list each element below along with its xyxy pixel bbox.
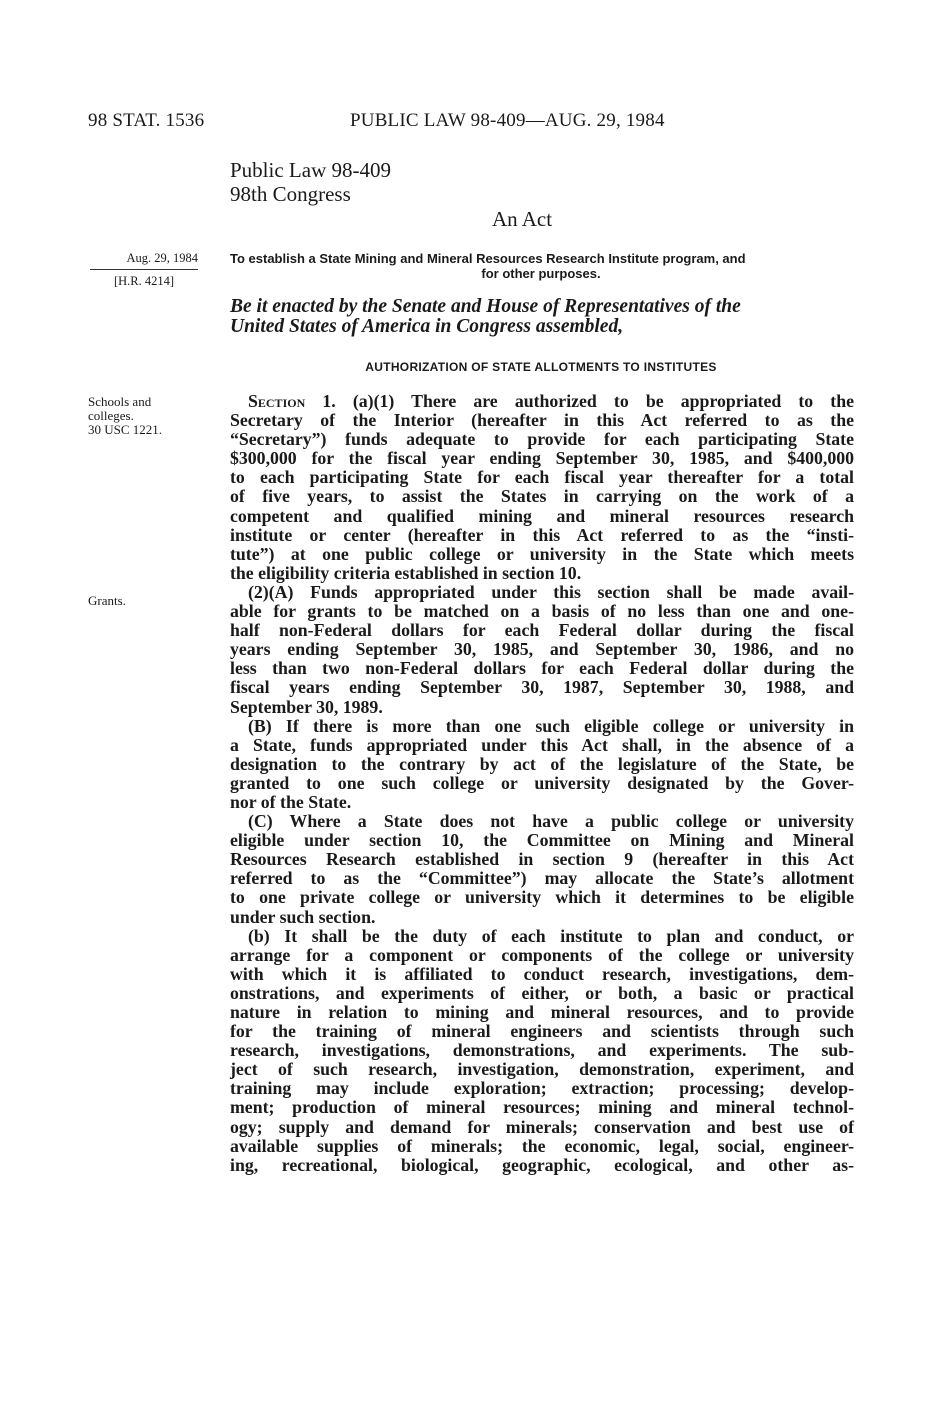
- text-line: years ending September 30, 1985, and September 30, 1986, and no: [230, 639, 854, 660]
- text-line: the eligibility criteria established in section 10.: [230, 562, 582, 583]
- text-line: fiscal years ending September 30, 1987, September 30, 1988, and: [230, 677, 854, 698]
- text-line: for the training of mineral engineers and scientists through such: [230, 1021, 854, 1042]
- bill-number: [H.R. 4214]: [113, 274, 175, 288]
- stat-citation: 98 STAT. 1536: [88, 110, 205, 131]
- text-line: available supplies of minerals; the economic, legal, social, engineer-: [230, 1135, 854, 1156]
- text-line: training may include exploration; extraction; processing; develop-: [230, 1078, 854, 1099]
- text-line: (2)(A) Funds appropriated under this section shall be made avail-: [248, 581, 854, 602]
- text-line: tute”) at one public college or university in the State which meets: [230, 543, 854, 564]
- text-line: half non-Federal dollars for each Federal dollar during the fiscal: [230, 620, 854, 641]
- text-line: arrange for a component or components of the college or university: [230, 944, 854, 965]
- text-line: eligible under section 10, the Committee on Mining and Mineral: [230, 830, 854, 851]
- text-line: of five years, to assist the States in carrying on the work of a: [230, 486, 854, 507]
- margin-note-schools: [88, 395, 198, 437]
- text-line: (b) It shall be the duty of each institute to plan and conduct, or: [248, 925, 854, 946]
- text-line: ing, recreational, biological, geographic, ecological, and other as-: [230, 1154, 854, 1175]
- margin-note-line: Schools and: [88, 394, 152, 409]
- text-line: onstrations, and experiments of either, or both, a basic or practical: [230, 982, 854, 1003]
- text-line: to one private college or university which it determines to be eligible: [230, 887, 854, 908]
- law-identification: [230, 158, 391, 206]
- text-line: (B) If there is more than one such eligible college or university in: [248, 715, 854, 736]
- act-purpose: [230, 251, 852, 281]
- enacting-line: United States of America in Congress assembled,: [230, 316, 624, 337]
- purpose-line: To establish a State Mining and Mineral Resources Research Institute program, and: [230, 251, 746, 266]
- text-line: ogy; supply and demand for minerals; conservation and best use of: [230, 1116, 854, 1137]
- text-line: September 30, 1989.: [230, 696, 383, 717]
- margin-note-line: colleges.: [88, 408, 134, 423]
- text-line: Secretary of the Interior (hereafter in this Act referred to as the: [230, 410, 854, 431]
- enactment-date: Aug. 29, 1984: [90, 250, 198, 270]
- text-line: referred to as the “Committee”) may allocate the State’s allotment: [230, 868, 854, 889]
- margin-note-grants: Grants.: [88, 593, 126, 608]
- margin-date-block: [90, 250, 198, 290]
- text-line: ment; production of mineral resources; mining and mineral technol-: [230, 1097, 854, 1118]
- purpose-line: for other purposes.: [481, 266, 601, 281]
- section-heading: AUTHORIZATION OF STATE ALLOTMENTS TO INSTITUTES: [365, 360, 717, 374]
- margin-note-line: 30 USC 1221.: [88, 422, 163, 437]
- text-line: with which it is affiliated to conduct research, investigations, dem-: [230, 963, 854, 984]
- text-line: institute or center (hereafter in this Act referred to as the “insti-: [230, 524, 854, 545]
- enacting-line: Be it enacted by the Senate and House of Representatives of the: [230, 296, 741, 317]
- text-line: granted to one such college or university designated by the Gover-: [230, 772, 854, 793]
- text-line: “Secretary”) funds adequate to provide for each participating State: [230, 429, 854, 450]
- text-line: research, investigations, demonstrations, and experiments. The sub-: [230, 1040, 854, 1061]
- section-1-text: [230, 392, 854, 1175]
- text-line: a State, funds appropriated under this Act shall, in the absence of a: [230, 734, 854, 755]
- congress-number: 98th Congress: [230, 182, 351, 206]
- text-line: competent and qualified mining and mineral resources research: [230, 505, 854, 526]
- text-line: nor of the State.: [230, 791, 352, 812]
- act-heading: An Act: [492, 207, 553, 231]
- text-line: less than two non-Federal dollars for each Federal dollar during the: [230, 658, 854, 679]
- text-line: ject of such research, investigation, demonstration, experiment, and: [230, 1059, 854, 1080]
- text-line: (C) Where a State does not have a public college or university: [248, 811, 854, 832]
- running-head-title: PUBLIC LAW 98-409—AUG. 29, 1984: [350, 110, 665, 131]
- text-line: $300,000 for the fiscal year ending September 30, 1985, and $400,000: [230, 448, 854, 469]
- text-line: to each participating State for each fiscal year thereafter for a total: [230, 467, 854, 488]
- text-line: Resources Research established in section 9 (hereafter in this Act: [230, 849, 854, 870]
- text-line: able for grants to be matched on a basis of no less than one and one-: [230, 601, 854, 622]
- public-law-number: Public Law 98-409: [230, 158, 391, 182]
- text-line: nature in relation to mining and mineral resources, and to provide: [230, 1002, 854, 1022]
- text-line: designation to the contrary by act of the legislature of the State, be: [230, 753, 854, 774]
- section-label: Section 1.: [248, 391, 336, 411]
- text-line: under such section.: [230, 906, 376, 927]
- enacting-clause: [230, 297, 855, 337]
- text-line: Section 1. (a)(1) There are authorized to be appropriated to the: [248, 391, 854, 411]
